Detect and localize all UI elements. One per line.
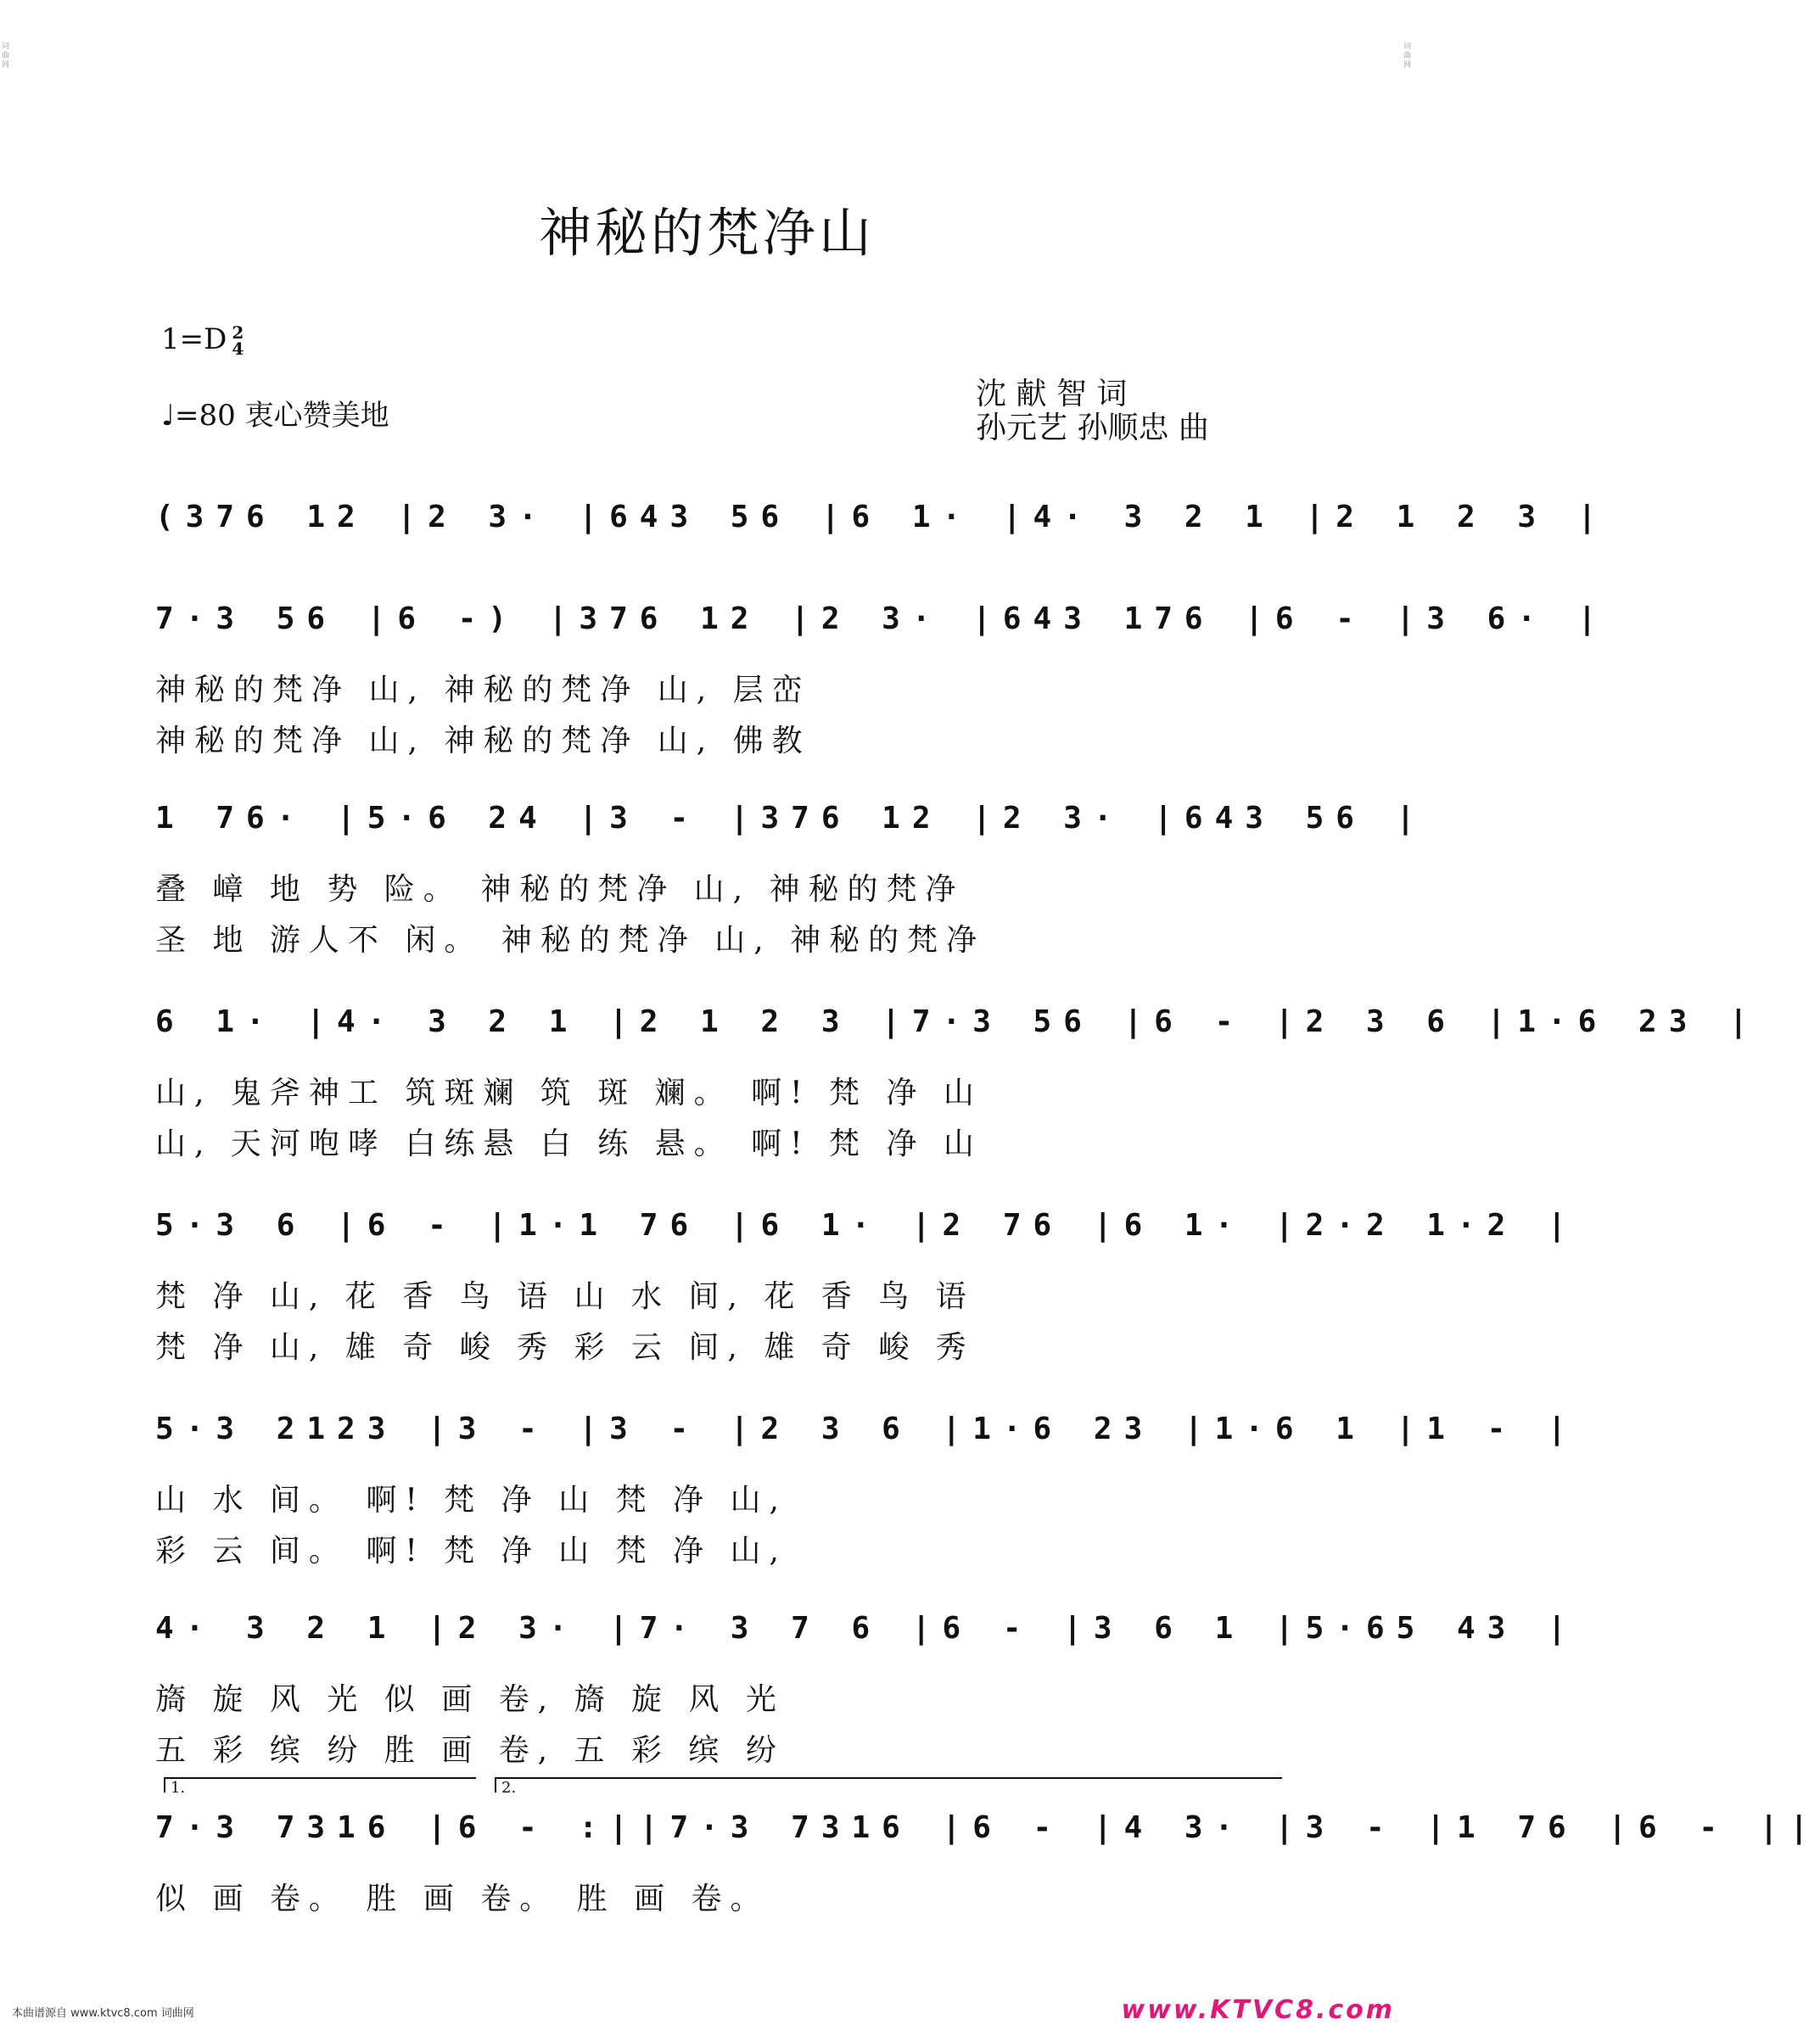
score-row <box>155 793 1427 958</box>
lyric-line-2: 圣 地 游人不 闲。 神秘的梵净 山, 神秘的梵净 <box>155 923 986 958</box>
notation-line: 1 76· |5·6 24 |3 - |376 12 |2 3· |643 56 | <box>155 801 1427 836</box>
notation-line: 5·3 6 |6 - |1·1 76 |6 1· |2 76 |6 1· |2·2 1·2 | <box>155 1208 1578 1243</box>
side-watermark-right: 词曲网 <box>1403 42 1412 70</box>
time-bottom: 4 <box>232 338 244 359</box>
score-row <box>155 1200 1578 1365</box>
notation-line: 5·3 2123 |3 - |3 - |2 3 6 |1·6 23 |1·6 1 |1 - | <box>155 1412 1578 1446</box>
lyric-line-2: 彩 云 间。 啊! 梵 净 山 梵 净 山, <box>155 1534 787 1569</box>
time-signature <box>232 322 244 359</box>
side-watermark-left: 词曲网 <box>2 42 10 70</box>
key-signature <box>161 322 244 357</box>
score-row <box>155 1779 1820 1916</box>
composer-credit: 孙元艺 孙顺忠 曲 <box>976 411 1209 445</box>
tempo-marking: ♩=80 衷心赞美地 <box>161 399 389 433</box>
key-text: 1=D <box>161 322 227 356</box>
song-title: 神秘的梵净山 <box>538 202 875 264</box>
volta-second: 2. <box>495 1777 1282 1792</box>
lyric-line-1: 似 画 卷。 胜 画 卷。 胜 画 卷。 <box>155 1882 770 1916</box>
lyric-line-1: 旖 旋 风 光 似 画 卷, 旖 旋 风 光 <box>155 1682 785 1717</box>
lyricist-credit: 沈 献 智 词 <box>976 377 1128 411</box>
lyric-line-2: 梵 净 山, 雄 奇 峻 秀 彩 云 间, 雄 奇 峻 秀 <box>155 1330 975 1365</box>
lyric-line-2: 五 彩 缤 纷 胜 画 卷, 五 彩 缤 纷 <box>155 1733 785 1768</box>
lyric-line-1: 山, 鬼斧神工 筑斑斓 筑 斑 斓。 啊! 梵 净 山 <box>155 1076 983 1110</box>
score-row <box>155 1404 1578 1569</box>
notation-line: (376 12 |2 3· |643 56 |6 1· |4· 3 2 1 |2 1 2 3 | <box>155 500 1609 534</box>
lyric-line-2: 神秘的梵净 山, 神秘的梵净 山, 佛教 <box>155 724 811 758</box>
footer-logo: www.KTVC8.com <box>1121 1995 1395 2025</box>
footer-source: 本曲谱源自 www.ktvc8.com 词曲网 <box>12 2007 194 2020</box>
score-row <box>155 594 1609 758</box>
time-top: 2 <box>232 322 244 343</box>
score-row <box>155 1603 1578 1768</box>
lyric-line-1: 叠 嶂 地 势 险。 神秘的梵净 山, 神秘的梵净 <box>155 872 965 907</box>
notation-line: 4· 3 2 1 |2 3· |7· 3 7 6 |6 - |3 6 1 |5·65 43 | <box>155 1611 1578 1646</box>
volta-first: 1. <box>164 1777 476 1792</box>
lyric-line-1: 神秘的梵净 山, 神秘的梵净 山, 层峦 <box>155 673 811 707</box>
notation-line: 6 1· |4· 3 2 1 |2 1 2 3 |7·3 56 |6 - |2 3 6 |1·6 23 | <box>155 1004 1760 1039</box>
lyric-line-1: 山 水 间。 啊! 梵 净 山 梵 净 山, <box>155 1483 787 1518</box>
lyric-line-1: 梵 净 山, 花 香 鸟 语 山 水 间, 花 香 鸟 语 <box>155 1279 975 1314</box>
score-row <box>155 492 1609 602</box>
notation-line: 7·3 7316 |6 - :||7·3 7316 |6 - |4 3· |3 - |1 76 |6 - || <box>155 1810 1820 1845</box>
score-row <box>155 997 1760 1161</box>
notation-line: 7·3 56 |6 -) |376 12 |2 3· |643 176 |6 - |3 6· | <box>155 601 1609 636</box>
lyric-line-2: 山, 天河咆哮 白练悬 白 练 悬。 啊! 梵 净 山 <box>155 1127 983 1161</box>
